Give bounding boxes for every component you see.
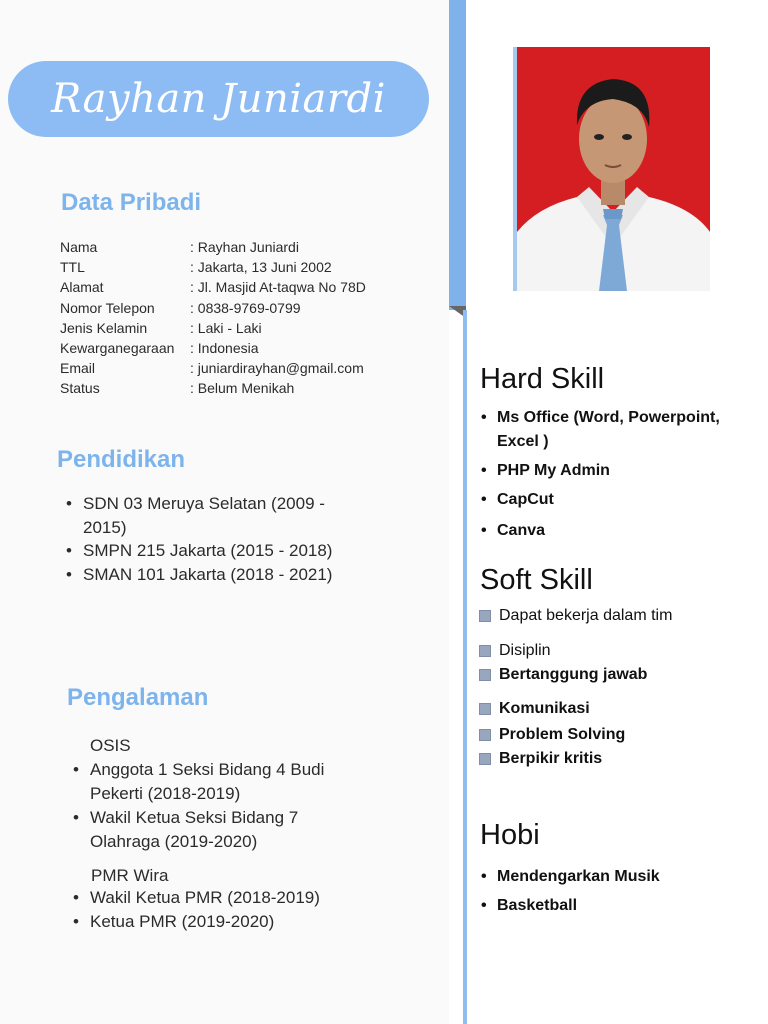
experience-group-name: OSIS (90, 736, 131, 755)
soft-skill-label: Bertanggung jawab (499, 666, 648, 683)
soft-skill-title: Soft Skill (480, 564, 593, 596)
full-name: Rayhan Juniardi (51, 76, 386, 122)
data-label: Email (60, 360, 96, 377)
accent-bar (449, 0, 466, 310)
soft-skill-label: Komunikasi (499, 700, 590, 717)
experience-item: • Anggota 1 Seksi Bidang 4 Budi Pekerti (2018-2019) (73, 758, 343, 806)
data-row (60, 277, 366, 297)
hard-skill-item: • Canva (481, 519, 751, 543)
data-row (60, 298, 366, 318)
experience-list (73, 886, 343, 934)
data-row (60, 237, 366, 257)
data-label: Jenis Kelamin (60, 319, 148, 336)
hobby-list (481, 862, 660, 920)
hobby-item: • Basketball (481, 891, 660, 920)
soft-skill-item (479, 750, 602, 768)
experience-group-name: PMR Wira (91, 866, 169, 885)
data-value: : Belum Menikah (190, 380, 295, 397)
data-row (60, 257, 366, 277)
experience-item: • Ketua PMR (2019-2020) (73, 910, 343, 934)
data-label: Kewarganegaraan (60, 340, 175, 357)
personal-data-table (60, 237, 366, 399)
square-bullet-icon (479, 729, 491, 741)
soft-skill-label: Problem Solving (499, 726, 626, 743)
data-label: Status (60, 380, 100, 397)
soft-skill-label: Berpikir kritis (499, 750, 603, 767)
soft-skill-item (479, 726, 625, 744)
hard-skill-list (481, 406, 751, 543)
profile-photo (513, 47, 710, 291)
education-item: • SMAN 101 Jakarta (2018 - 2021) (66, 563, 336, 587)
vertical-divider (463, 310, 467, 1024)
data-row (60, 318, 366, 338)
soft-skill-item (479, 700, 590, 718)
soft-skill-item (479, 642, 551, 660)
hobby-item: • Mendengarkan Musik (481, 862, 660, 891)
data-label: Nama (60, 239, 98, 255)
square-bullet-icon (479, 645, 491, 657)
soft-skill-item (479, 666, 647, 684)
data-label: Nomor Telepon (60, 299, 155, 316)
square-bullet-icon (479, 753, 491, 765)
data-value: : Rayhan Juniardi (190, 239, 299, 255)
data-label: TTL (60, 259, 85, 276)
data-row (60, 338, 366, 358)
hard-skill-item: • PHP My Admin (481, 459, 751, 483)
data-value: : Laki - Laki (190, 319, 262, 336)
pengalaman-title: Pengalaman (67, 684, 209, 711)
hard-skill-title: Hard Skill (480, 363, 605, 395)
square-bullet-icon (479, 669, 491, 681)
data-label: Alamat (60, 279, 104, 296)
soft-skill-label: Dapat bekerja dalam tim (499, 607, 673, 624)
email-value: : juniardirayhan@gmail.com (190, 360, 364, 377)
data-value: : Jakarta, 13 Juni 2002 (190, 259, 332, 276)
education-list (66, 492, 336, 586)
name-banner (8, 61, 429, 137)
pendidikan-title: Pendidikan (57, 446, 186, 473)
portrait-illustration (517, 47, 710, 291)
data-value: : Indonesia (190, 340, 259, 357)
experience-item: • Wakil Ketua Seksi Bidang 7 Olahraga (2019-2020) (73, 806, 343, 854)
square-bullet-icon (479, 610, 491, 622)
square-bullet-icon (479, 703, 491, 715)
data-row (60, 358, 366, 378)
hard-skill-item: • CapCut (481, 488, 751, 512)
data-value: : Jl. Masjid At-taqwa No 78D (190, 279, 366, 296)
education-item: • SDN 03 Meruya Selatan (2009 - 2015) (66, 492, 336, 539)
soft-skill-label: Disiplin (499, 642, 551, 659)
education-item: • SMPN 215 Jakarta (2015 - 2018) (66, 539, 336, 563)
data-row (60, 378, 366, 398)
hobi-title: Hobi (480, 819, 540, 851)
hard-skill-item: • Ms Office (Word, Powerpoint, Excel ) (481, 406, 751, 454)
data-pribadi-title: Data Pribadi (61, 189, 202, 216)
experience-list (73, 758, 343, 854)
soft-skill-item (479, 607, 672, 625)
data-value: : 0838-9769-0799 (190, 299, 301, 316)
experience-item: • Wakil Ketua PMR (2018-2019) (73, 886, 343, 910)
